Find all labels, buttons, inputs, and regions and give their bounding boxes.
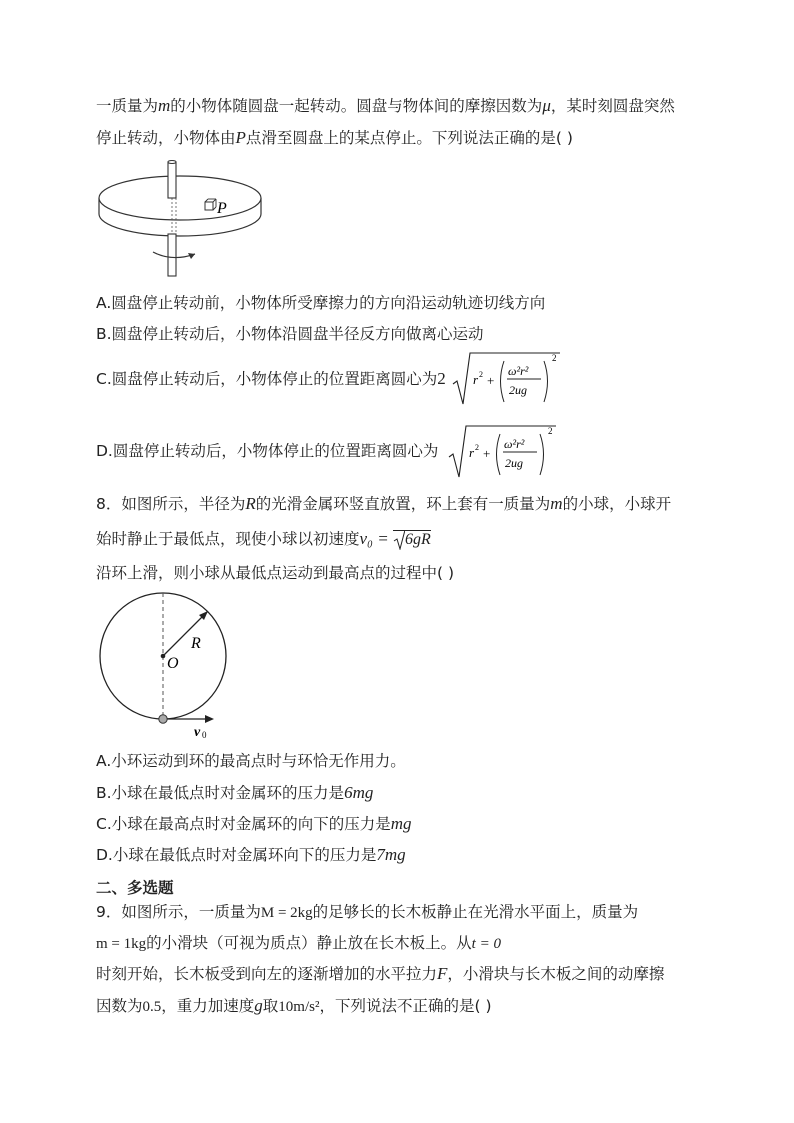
q9-stem-text: ，下列说法不正确的是( ) xyxy=(319,997,492,1015)
block-icon xyxy=(205,202,213,210)
q8-radius-symbol: R xyxy=(245,494,256,513)
radical-sign xyxy=(453,353,560,404)
q9-stem-line-2 xyxy=(96,932,501,955)
q9-stem-text: ，小滑块与长木板之间的动摩擦 xyxy=(447,965,665,983)
rotating-disc-figure xyxy=(95,158,265,283)
q8-stem-line-3 xyxy=(96,562,454,584)
q8-stem-text: 始时静止于最低点，现使小球以初速度 xyxy=(96,530,360,548)
q9-M-value: M = 2kg xyxy=(260,905,313,921)
q8-stem-line-2 xyxy=(96,528,431,550)
q8-stem-line-1 xyxy=(96,493,671,515)
q9-stem-text: 9．如图所示，一质量为 xyxy=(96,903,261,921)
option-text: C.小球在最高点时对金属环的向下的压力是 xyxy=(96,815,391,833)
q8-option-B xyxy=(96,782,373,804)
q7-option-B xyxy=(96,323,484,345)
formula-coefficient: 2 xyxy=(437,369,446,388)
shaft-top xyxy=(168,161,176,164)
velocity-arrowhead xyxy=(205,715,214,723)
option-text: D.小球在最低点时对金属环向下的压力是 xyxy=(96,846,377,864)
formula-text: 2ug xyxy=(509,383,527,397)
formula-text: + xyxy=(487,373,495,388)
sqrt-formula-C xyxy=(452,348,562,410)
q7-stem-line-2 xyxy=(96,127,573,149)
left-paren xyxy=(497,434,501,475)
q7-mass-symbol: m xyxy=(158,96,171,115)
q9-stem-line-3 xyxy=(96,963,664,985)
q7-stem-text: ，某时刻圆盘突然 xyxy=(550,97,675,115)
formula-text: r xyxy=(469,445,475,460)
v0-lhs: v₀ = xyxy=(359,529,393,548)
right-paren xyxy=(544,361,548,402)
q7-stem-text: 的小物体随圆盘一起转动。圆盘与物体间的摩擦因数为 xyxy=(170,97,543,115)
q9-stem-text: ，重力加速度 xyxy=(161,997,255,1015)
q7-point-symbol: P xyxy=(235,128,246,147)
q9-stem-text: 的足够长的长木板静止在光滑水平面上，质量为 xyxy=(312,903,639,921)
q7-mu-symbol: μ xyxy=(542,96,551,115)
q8-stem-text: 沿环上滑，则小球从最低点运动到最高点的过程中( ) xyxy=(96,564,455,582)
formula-text: 2 xyxy=(548,426,553,436)
q9-stem-text: 取 xyxy=(262,997,279,1015)
option-value: 7mg xyxy=(376,845,406,864)
sqrt-formula-D xyxy=(448,421,558,483)
q8-option-C xyxy=(96,813,412,835)
metal-ring-figure xyxy=(95,590,230,740)
q8-option-D xyxy=(96,844,406,866)
right-paren xyxy=(540,434,544,475)
q7-option-D xyxy=(96,440,438,462)
q7-stem-text: 点滑至圆盘上的某点停止。下列说法正确的是( ) xyxy=(245,129,573,147)
q7-stem-text: 一质量为 xyxy=(96,97,159,115)
q8-option-A xyxy=(96,750,406,772)
q9-g-value: 10m/s² xyxy=(278,999,320,1015)
label-v: v xyxy=(194,725,201,740)
formula-text: 2ug xyxy=(505,456,523,470)
formula-text: ω²r² xyxy=(504,437,525,451)
option-text: D.圆盘停止转动后，小物体停止的位置距离圆心为 xyxy=(96,442,439,460)
q9-stem-line-1 xyxy=(96,901,638,924)
q9-stem-text: 时刻开始，长木板受到向左的逐渐增加的水平拉力 xyxy=(96,965,438,983)
q9-g-symbol: g xyxy=(254,996,263,1015)
formula-text: 2 xyxy=(479,370,483,379)
formula-text: 2 xyxy=(552,353,557,363)
option-text: B.小球在最低点时对金属环的压力是 xyxy=(96,784,345,802)
v0-radical xyxy=(393,530,431,549)
formula-text: + xyxy=(483,446,491,461)
q9-m-value: m = 1kg xyxy=(96,936,147,952)
q8-stem-text: 的光滑金属环竖直放置，环上套有一质量为 xyxy=(255,495,551,513)
v0-radicand: 6gR xyxy=(404,531,431,548)
label-v-sub: 0 xyxy=(202,730,207,740)
q9-F-symbol: F xyxy=(437,964,448,983)
section-title: 二、多选题 xyxy=(96,879,174,897)
option-value: 6mg xyxy=(344,783,374,802)
q9-mu-value: 0.5 xyxy=(142,999,162,1015)
formula-text: ω²r² xyxy=(508,364,529,378)
q9-stem-line-4 xyxy=(96,995,492,1018)
left-paren xyxy=(501,361,505,402)
option-value: mg xyxy=(390,814,412,833)
label-O: O xyxy=(167,655,179,672)
q8-stem-text: 8．如图所示，半径为 xyxy=(96,495,246,513)
ball xyxy=(159,715,167,723)
q8-mass-symbol: m xyxy=(550,494,563,513)
formula-text: r xyxy=(473,372,479,387)
q7-option-C xyxy=(96,368,446,390)
q7-stem-line-1 xyxy=(96,95,675,117)
q7-stem-text: 停止转动，小物体由 xyxy=(96,129,236,147)
formula-text: 2 xyxy=(475,443,479,452)
q9-stem-text: 因数为 xyxy=(96,997,143,1015)
option-text: A.圆盘停止转动前，小物体所受摩擦力的方向沿运动轨迹切线方向 xyxy=(96,294,546,312)
option-text: C.圆盘停止转动后，小物体停止的位置距离圆心为 xyxy=(96,370,438,388)
option-text: B.圆盘停止转动后，小物体沿圆盘半径反方向做离心运动 xyxy=(96,325,484,343)
q9-t-value: t = 0 xyxy=(471,936,501,952)
q9-stem-text: 的小滑块（可视为质点）静止放在长木板上。从 xyxy=(146,934,472,952)
option-text: A.小环运动到环的最高点时与环恰无作用力。 xyxy=(96,752,406,770)
shaft-upper xyxy=(168,162,176,198)
shaft-lower xyxy=(168,234,176,276)
disc-top xyxy=(99,176,261,220)
radical-sign xyxy=(449,426,556,477)
label-P: P xyxy=(217,200,227,217)
label-R: R xyxy=(191,635,201,652)
q7-option-A xyxy=(96,292,545,314)
q8-stem-text: 的小球，小球开 xyxy=(562,495,672,513)
